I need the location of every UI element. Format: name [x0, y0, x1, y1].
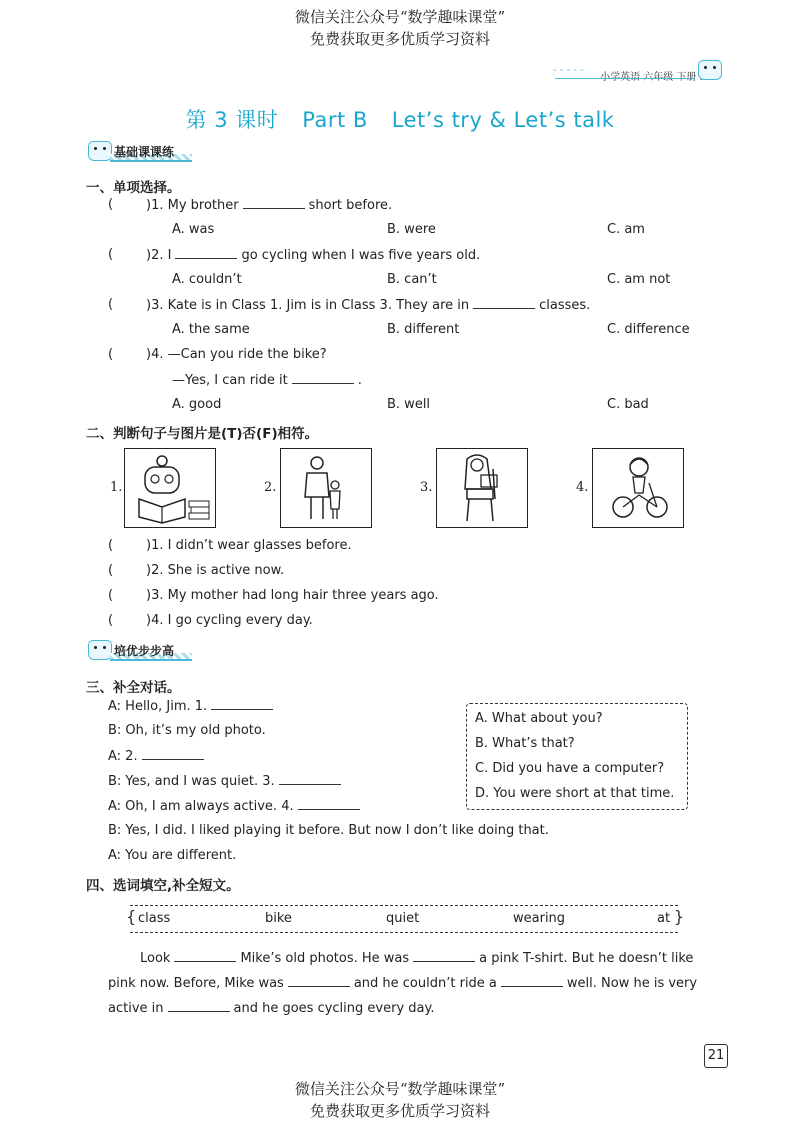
badge-advanced	[88, 641, 192, 661]
lesson-title	[0, 104, 800, 134]
answer-blank[interactable]	[413, 949, 475, 962]
page-number: 21	[704, 1044, 728, 1068]
question-4-reply: —Yes, I can ride it .	[172, 373, 362, 388]
picture-4	[592, 448, 684, 528]
badge-basic-label: 基础课课练	[114, 145, 175, 159]
word-bike: bike	[265, 911, 292, 926]
word-quiet: quiet	[386, 911, 420, 926]
badge-basic	[88, 142, 192, 162]
answer-blank[interactable]	[473, 296, 535, 309]
section4-heading: 四、选词填空,补全短文。	[86, 878, 240, 894]
picture-1-label: 1.	[110, 480, 123, 495]
option-a: A. What about you?	[475, 711, 603, 726]
watermark-bottom-line-2: 免费获取更多优质学习资料	[309, 1102, 490, 1120]
statement-2-paren[interactable]: (	[108, 563, 114, 578]
watermark-line-1: 微信关注公众号“数学趣味课堂”	[294, 8, 506, 26]
lesson-part: Part B	[302, 108, 368, 132]
picture-2	[280, 448, 372, 528]
q3-option-c[interactable]: C. difference	[607, 322, 690, 337]
q3-paren[interactable]: (	[108, 297, 114, 312]
question-3: )3. Kate is in Class 1. Jim is in Class 3. They are in classes.	[146, 298, 591, 313]
header-rule	[555, 78, 695, 79]
watermark-line-2: 免费获取更多优质学习资料	[309, 30, 490, 48]
option-c: C. Did you have a computer?	[475, 761, 665, 776]
statement-2: )2. She is active now.	[146, 563, 285, 578]
question-4: )4. —Can you ride the bike?	[146, 347, 327, 362]
question-1: )1. My brother short before.	[146, 198, 393, 213]
option-b: B. What’s that?	[475, 736, 575, 751]
q4-option-a[interactable]: A. good	[172, 397, 222, 412]
q1-option-a[interactable]: A. was	[172, 222, 215, 237]
bear-badge-icon	[88, 640, 112, 660]
word-bank	[126, 905, 684, 933]
picture-3	[436, 448, 528, 528]
answer-blank[interactable]	[243, 196, 305, 209]
man-and-child-icon	[281, 449, 371, 527]
answer-blank[interactable]	[288, 974, 350, 987]
watermark-bottom-line-1: 微信关注公众号“数学趣味课堂”	[294, 1080, 506, 1098]
passage-line-2: pink now. Before, Mike was and he couldn’t ride a well. Now he is very	[108, 976, 698, 991]
dialogue-line-1: A: Hello, Jim. 1.	[108, 697, 277, 716]
answer-blank[interactable]	[142, 747, 204, 760]
dialogue-line-4: B: Yes, and I was quiet. 3.	[108, 772, 345, 791]
dialogue-line-6: B: Yes, I did. I liked playing it before. But now I don’t like doing that.	[108, 823, 549, 838]
passage-line-1: Look Mike’s old photos. He was a pink T-shirt. But he doesn’t like	[140, 951, 694, 966]
dialogue-options-box	[466, 703, 688, 810]
answer-blank[interactable]	[298, 797, 360, 810]
word-wearing: wearing	[513, 911, 566, 926]
q3-option-b[interactable]: B. different	[387, 322, 460, 337]
picture-4-label: 4.	[576, 480, 589, 495]
badge-advanced-label: 培优步步高	[114, 644, 175, 658]
section3-heading: 三、补全对话。	[86, 680, 181, 696]
q1-option-c[interactable]: C. am	[607, 222, 645, 237]
q2-option-b[interactable]: B. can’t	[387, 272, 437, 287]
section1-heading: 一、单项选择。	[86, 180, 181, 196]
word-class: class	[138, 911, 171, 926]
dialogue-line-7: A: You are different.	[108, 848, 237, 863]
word-bank-left-cap: {	[126, 907, 137, 926]
picture-2-label: 2.	[264, 480, 277, 495]
q3-option-a[interactable]: A. the same	[172, 322, 250, 337]
dialogue-line-5: A: Oh, I am always active. 4.	[108, 797, 364, 816]
statement-1: )1. I didn’t wear glasses before.	[146, 538, 352, 553]
dialogue-line-2: B: Oh, it’s my old photo.	[108, 723, 266, 738]
bear-mascot-icon	[698, 60, 722, 80]
picture-3-label: 3.	[420, 480, 433, 495]
q1-option-b[interactable]: B. were	[387, 222, 436, 237]
word-bank-right-cap: }	[673, 907, 684, 926]
answer-blank[interactable]	[174, 949, 236, 962]
section2-heading: 二、判断句子与图片是(T)否(F)相符。	[86, 426, 319, 442]
statement-3-paren[interactable]: (	[108, 588, 114, 603]
q2-paren[interactable]: (	[108, 247, 114, 262]
question-2: )2. I go cycling when I was five years old.	[146, 248, 481, 263]
q1-paren[interactable]: (	[108, 197, 114, 212]
answer-blank[interactable]	[279, 772, 341, 785]
statement-4-paren[interactable]: (	[108, 613, 114, 628]
statement-3: )3. My mother had long hair three years ago.	[146, 588, 439, 603]
dialogue-line-3: A: 2.	[108, 747, 208, 766]
q4-option-b[interactable]: B. well	[387, 397, 431, 412]
header-dashes: - - - - -	[553, 65, 584, 76]
robot-reading-icon	[125, 449, 215, 527]
boy-cycling-icon	[593, 449, 683, 527]
woman-reading-icon	[437, 449, 527, 527]
q2-option-c[interactable]: C. am not	[607, 272, 671, 287]
picture-1	[124, 448, 216, 528]
lesson-topic: Let’s try & Let’s talk	[391, 108, 615, 132]
answer-blank[interactable]	[168, 999, 230, 1012]
answer-blank[interactable]	[175, 246, 237, 259]
lesson-number: 第 3 课时	[185, 108, 279, 132]
word-at: at	[657, 911, 671, 926]
answer-blank[interactable]	[501, 974, 563, 987]
answer-blank[interactable]	[211, 697, 273, 710]
q2-option-a[interactable]: A. couldn’t	[172, 272, 242, 287]
q4-paren[interactable]: (	[108, 347, 114, 362]
statement-1-paren[interactable]: (	[108, 538, 114, 553]
bear-badge-icon	[88, 141, 112, 161]
passage-line-3: active in and he goes cycling every day.	[108, 1001, 435, 1016]
statement-4: )4. I go cycling every day.	[146, 613, 313, 628]
q4-option-c[interactable]: C. bad	[607, 397, 649, 412]
answer-blank[interactable]	[292, 371, 354, 384]
option-d: D. You were short at that time.	[475, 786, 675, 801]
